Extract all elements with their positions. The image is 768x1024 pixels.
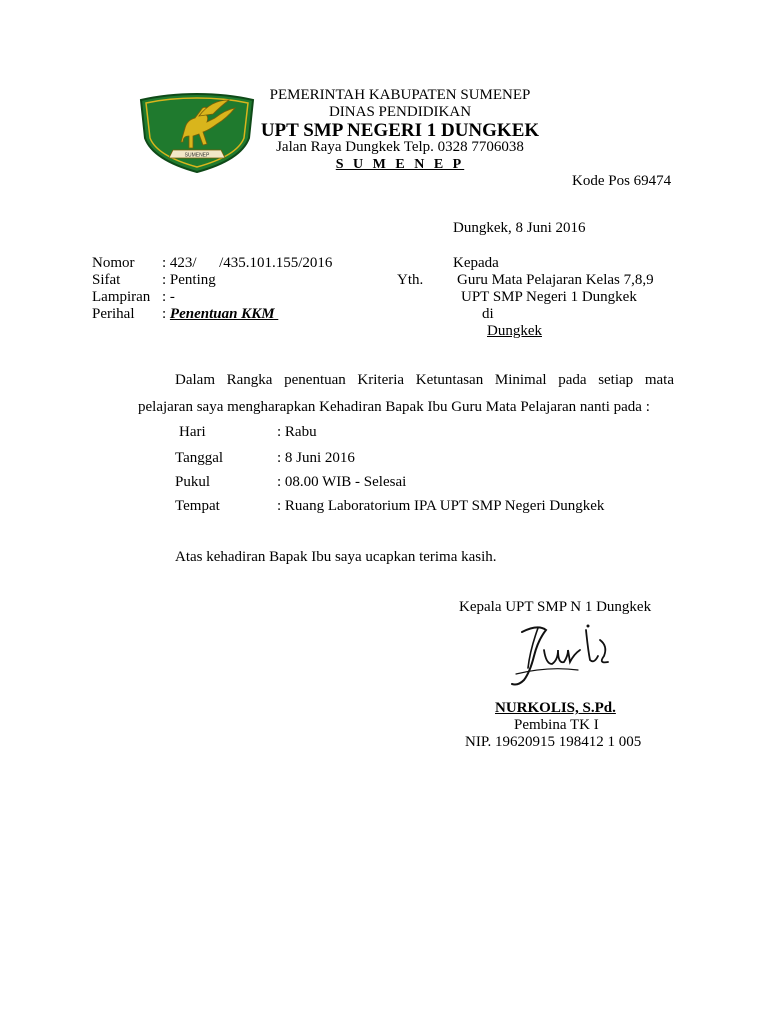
perihal-label: Perihal [92, 306, 135, 322]
kepada-label: Kepada [453, 255, 499, 271]
detail-label-tanggal: Tanggal [175, 450, 224, 466]
svg-text:SUMENEP: SUMENEP [184, 152, 210, 159]
yth-label: Yth. [397, 272, 424, 288]
signatory-title: Kepala UPT SMP N 1 Dungkek [459, 599, 652, 615]
closing-sentence: Atas kehadiran Bapak Ibu saya ucapkan terima kasih. [175, 549, 497, 565]
postal-code: Kode Pos 69474 [572, 173, 672, 189]
city-name: S U M E N E P [335, 157, 465, 172]
detail-value-pukul: : 08.00 WIB - Selesai [277, 474, 407, 490]
signatory-rank: Pembina TK I [514, 717, 599, 733]
detail-value-tempat: : Ruang Laboratorium IPA UPT SMP Negeri Dungkek [277, 498, 605, 514]
detail-value-tanggal: : 8 Juni 2016 [277, 450, 355, 466]
recipient-line1: Guru Mata Pelajaran Kelas 7,8,9 [457, 272, 654, 288]
body-paragraph-line2: pelajaran saya mengharapkan Kehadiran Bapak Ibu Guru Mata Pelajaran nanti pada : [138, 399, 650, 415]
lampiran-label: Lampiran [92, 289, 151, 305]
school-name: UPT SMP NEGERI 1 DUNGKEK [260, 120, 540, 141]
signatory-name: NURKOLIS, S.Pd. [495, 700, 616, 716]
nomor-label: Nomor [92, 255, 135, 271]
recipient-place: Dungkek [487, 323, 542, 339]
perihal-row [162, 306, 278, 323]
detail-label-hari: Hari [179, 424, 206, 440]
government-name: PEMERINTAH KABUPATEN SUMENEP [269, 87, 531, 103]
letter-date: Dungkek, 8 Juni 2016 [453, 220, 586, 236]
sifat-value: : Penting [162, 272, 216, 288]
nomor-value: : 423/ /435.101.155/2016 [162, 255, 333, 271]
recipient-line2: UPT SMP Negeri 1 Dungkek [461, 289, 637, 305]
handwritten-signature-icon [508, 620, 618, 692]
sifat-label: Sifat [92, 272, 121, 288]
signatory-nip: NIP. 19620915 198412 1 005 [465, 734, 642, 750]
department-name: DINAS PENDIDIKAN [328, 104, 472, 120]
body-paragraph-line1: Dalam Rangka penentuan Kriteria Ketuntasan Minimal pada setiap mata [175, 372, 674, 388]
detail-value-hari: : Rabu [277, 424, 317, 440]
detail-label-tempat: Tempat [175, 498, 220, 514]
perihal-colon: : [162, 306, 170, 322]
school-address: Jalan Raya Dungkek Telp. 0328 7706038 [276, 139, 524, 155]
lampiran-value: : - [162, 289, 175, 305]
detail-label-pukul: Pukul [175, 474, 211, 490]
perihal-value: Penentuan KKM [169, 306, 279, 322]
recipient-di: di [482, 306, 494, 322]
